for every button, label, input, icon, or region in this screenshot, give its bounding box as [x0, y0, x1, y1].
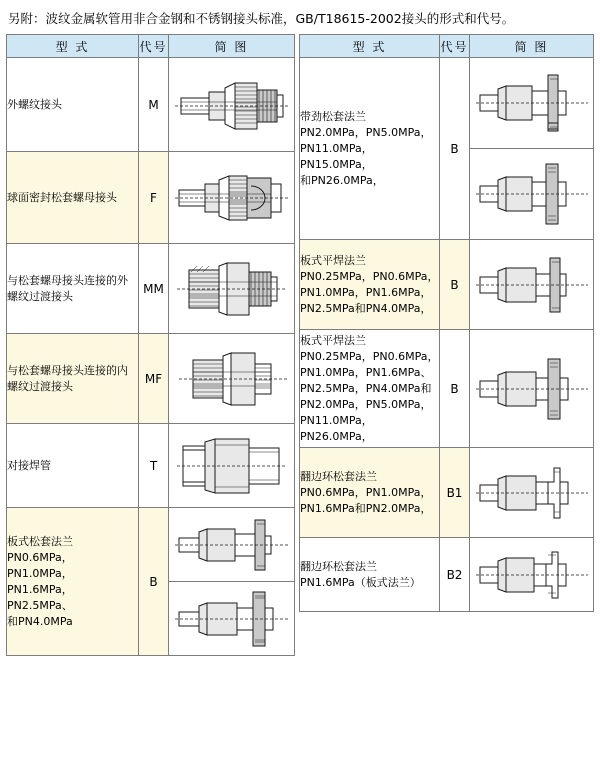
row-type-label: 与松套螺母接头连接的内螺纹过渡接头 — [7, 334, 139, 424]
row-code-label: MM — [139, 244, 169, 334]
fitting-plate-loose-flange-2 — [169, 582, 295, 656]
table-row — [7, 508, 295, 582]
table-row — [7, 424, 295, 508]
right-fittings-table — [299, 34, 594, 612]
fitting-plate-weld-flange-1 — [470, 240, 594, 330]
table-row — [7, 334, 295, 424]
row-type-label: 板式平焊法兰 PN0.25MPa，PN0.6MPa， PN1.0MPa，PN1.6MPa、 PN2.5MPa，PN4.0MPa和 PN2.0MPa，PN5.0MPa， PN11.0MPa，PN26.0MPa， — [300, 330, 440, 448]
row-type-label: 对接焊管 — [7, 424, 139, 508]
header-type: 型 式 — [7, 35, 139, 58]
table-row — [7, 244, 295, 334]
fitting-ribbed-loose-flange-2 — [470, 149, 594, 240]
table-row — [300, 538, 594, 612]
header-code: 代号 — [440, 35, 470, 58]
row-code-label: B1 — [440, 448, 470, 538]
row-type-label: 外螺纹接头 — [7, 58, 139, 152]
table-row — [300, 240, 594, 330]
row-type-label: 球面密封松套螺母接头 — [7, 152, 139, 244]
row-code-label: T — [139, 424, 169, 508]
fitting-spherical-union-nut — [169, 152, 295, 244]
fitting-male-thread — [169, 58, 295, 152]
row-code-label: B — [440, 330, 470, 448]
table-header-row — [300, 35, 594, 58]
table-row — [300, 58, 594, 149]
row-code-label: F — [139, 152, 169, 244]
row-type-label: 翻边环松套法兰 PN1.6MPa（板式法兰） — [300, 538, 440, 612]
row-code-label: B — [139, 508, 169, 656]
fitting-plate-weld-flange-2 — [470, 330, 594, 448]
fitting-butt-weld-pipe — [169, 424, 295, 508]
table-header-row — [7, 35, 295, 58]
table-row — [7, 58, 295, 152]
left-fittings-table — [6, 34, 295, 656]
row-code-label: B — [440, 58, 470, 240]
row-code-label: M — [139, 58, 169, 152]
table-row — [300, 448, 594, 538]
fitting-female-transition — [169, 334, 295, 424]
fitting-male-transition — [169, 244, 295, 334]
table-row — [300, 330, 594, 448]
fitting-plate-loose-flange — [169, 508, 295, 582]
row-type-label: 翻边环松套法兰 PN0.6MPa，PN1.0MPa， PN1.6MPa和PN2.0MPa， — [300, 448, 440, 538]
row-type-label: 带劲松套法兰 PN2.0MPa，PN5.0MPa， PN11.0MPa，PN15.0MPa， 和PN26.0MPa， — [300, 58, 440, 240]
tables-container — [6, 34, 594, 656]
fitting-lap-joint-flange-b2 — [470, 538, 594, 612]
page-caption: 另附：波纹金属软管用非合金钢和不锈钢接头标准，GB/T18615-2002接头的形式和代号。 — [8, 11, 515, 26]
fitting-ribbed-loose-flange-1 — [470, 58, 594, 149]
row-type-label: 板式松套法兰 PN0.6MPa，PN1.0MPa， PN1.6MPa，PN2.5MPa、 和PN4.0MPa — [7, 508, 139, 656]
row-type-label: 与松套螺母接头连接的外螺纹过渡接头 — [7, 244, 139, 334]
header-figure: 简 图 — [470, 35, 594, 58]
header-type: 型 式 — [300, 35, 440, 58]
row-type-label: 板式平焊法兰 PN0.25MPa，PN0.6MPa， PN1.0MPa，PN1.6MPa， PN2.5MPa和PN4.0MPa， — [300, 240, 440, 330]
row-code-label: MF — [139, 334, 169, 424]
table-row — [7, 152, 295, 244]
header-code: 代号 — [139, 35, 169, 58]
fitting-lap-joint-flange-b1 — [470, 448, 594, 538]
row-code-label: B2 — [440, 538, 470, 612]
row-code-label: B — [440, 240, 470, 330]
header-figure: 简 图 — [169, 35, 295, 58]
